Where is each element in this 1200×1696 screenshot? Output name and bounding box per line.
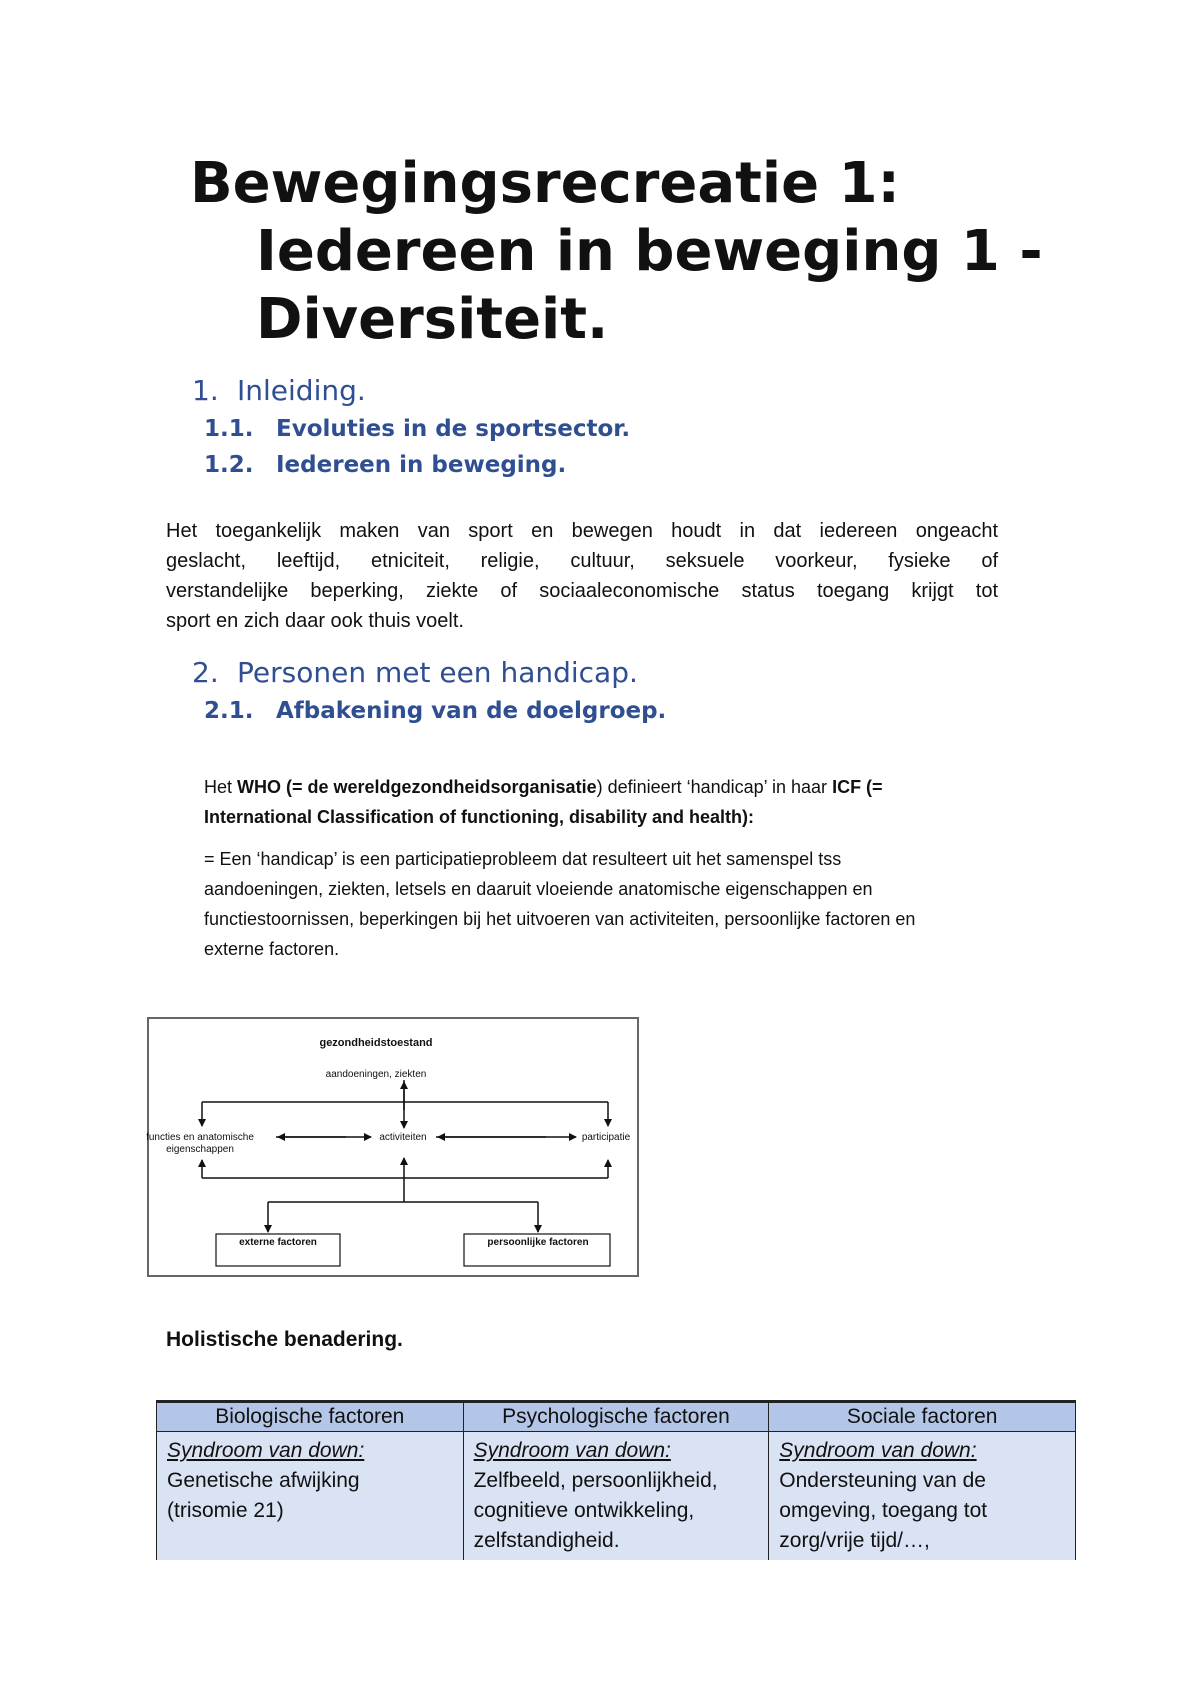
definition-line: externe factoren.: [204, 939, 340, 959]
who-line-1-bold-2: ICF (=: [832, 777, 883, 797]
who-line-1-pre: Het: [204, 777, 238, 797]
heading-section-2-1-number: 2.1.: [204, 698, 254, 724]
who-line-2: International Classification of functioning, disability and health):: [204, 807, 755, 827]
handicap-definition: [204, 844, 1044, 964]
definition-line: functiestoornissen, beperkingen bij het uitvoeren van activiteiten, persoonlijke factoren en: [204, 909, 916, 929]
cell-psychological: [463, 1432, 769, 1561]
column-header-biological: Biologische factoren: [157, 1402, 464, 1432]
who-line-1: [204, 772, 1024, 802]
cell-text-line: omgeving, toegang tot: [779, 1499, 988, 1522]
intro-paragraph-line: Het toegankelijk maken van sport en bewegen houdt in dat iedereen ongeacht: [166, 520, 998, 542]
heading-section-1-1-text: Evoluties in de sportsector.: [276, 416, 631, 442]
definition-line: = Een ‘handicap’ is een participatieprobleem dat resulteert uit het samenspel tss: [204, 849, 842, 869]
heading-section-1-number: 1.: [192, 374, 219, 407]
column-header-social: Sociale factoren: [769, 1402, 1076, 1432]
intro-paragraph-line: geslacht, leeftijd, etniciteit, religie, cultuur, seksuele voorkeur, fysieke of: [166, 550, 998, 572]
document-title-line-2: Iedereen in beweging 1 -: [256, 219, 1043, 284]
icf-functions-label-1: functies en anatomische: [146, 1132, 254, 1143]
cell-label: Syndroom van down:: [779, 1439, 977, 1462]
cell-text-line: Zelfbeeld, persoonlijkheid,: [473, 1469, 718, 1492]
heading-section-2-1: [204, 698, 666, 724]
intro-paragraph-line: sport en zich daar ook thuis voelt.: [166, 610, 464, 632]
intro-paragraph: [166, 516, 998, 636]
cell-text-line: zelfstandigheid.: [473, 1529, 620, 1552]
cell-text-line: Genetische afwijking: [167, 1469, 360, 1492]
icf-participation-label: participatie: [581, 1132, 631, 1143]
heading-section-1-text: Inleiding.: [237, 374, 366, 407]
cell-text-line: cognitieve ontwikkeling,: [473, 1499, 695, 1522]
factors-table-header-row: [157, 1402, 1076, 1432]
cell-label: Syndroom van down:: [167, 1439, 365, 1462]
cell-biological: [157, 1432, 464, 1561]
column-header-psychological: Psychologische factoren: [463, 1402, 769, 1432]
document-title-line-3: Diversiteit.: [256, 287, 609, 352]
heading-section-1-2: [204, 452, 566, 478]
cell-text-line: (trisomie 21): [167, 1499, 284, 1522]
icf-external-label: externe factoren: [239, 1237, 317, 1248]
heading-section-1-1: [204, 416, 630, 442]
cell-text-line: Ondersteuning van de: [779, 1469, 986, 1492]
who-line-1-bold-1: WHO (= de wereldgezondheidsorganisatie: [237, 777, 597, 797]
cell-text-line: zorg/vrije tijd/…,: [779, 1529, 930, 1552]
who-definition: [204, 772, 1024, 832]
heading-section-1: [192, 374, 366, 407]
cell-social: [769, 1432, 1076, 1561]
heading-section-1-2-text: Iedereen in beweging.: [276, 452, 567, 478]
icf-top-subtitle: aandoeningen, ziekten: [325, 1069, 427, 1080]
heading-section-1-1-number: 1.1.: [204, 416, 254, 442]
intro-paragraph-line: verstandelijke beperking, ziekte of sociaaleconomische status toegang krijgt tot: [166, 580, 998, 602]
heading-section-2-number: 2.: [192, 656, 219, 689]
cell-label: Syndroom van down:: [473, 1439, 671, 1462]
who-line-1-mid: ) definieert ‘handicap’ in haar: [596, 777, 833, 797]
heading-section-2: [192, 656, 638, 689]
holistic-heading: Holistische benadering.: [166, 1328, 403, 1351]
definition-line: aandoeningen, ziekten, letsels en daaruit vloeiende anatomische eigenschappen en: [204, 879, 873, 899]
icf-activities-label: activiteiten: [379, 1132, 427, 1143]
heading-section-2-1-text: Afbakening van de doelgroep.: [276, 698, 667, 724]
table-row: [157, 1432, 1076, 1561]
factors-table: [156, 1400, 1076, 1560]
heading-section-2-text: Personen met een handicap.: [237, 656, 638, 689]
icf-top-title: gezondheidstoestand: [319, 1037, 433, 1049]
icf-functions-label-2: eigenschappen: [166, 1144, 234, 1155]
document-title-line-1: Bewegingsrecreatie 1:: [190, 151, 900, 216]
icf-personal-label: persoonlijke factoren: [487, 1237, 589, 1248]
icf-diagram: [146, 1010, 646, 1280]
heading-section-1-2-number: 1.2.: [204, 452, 254, 478]
